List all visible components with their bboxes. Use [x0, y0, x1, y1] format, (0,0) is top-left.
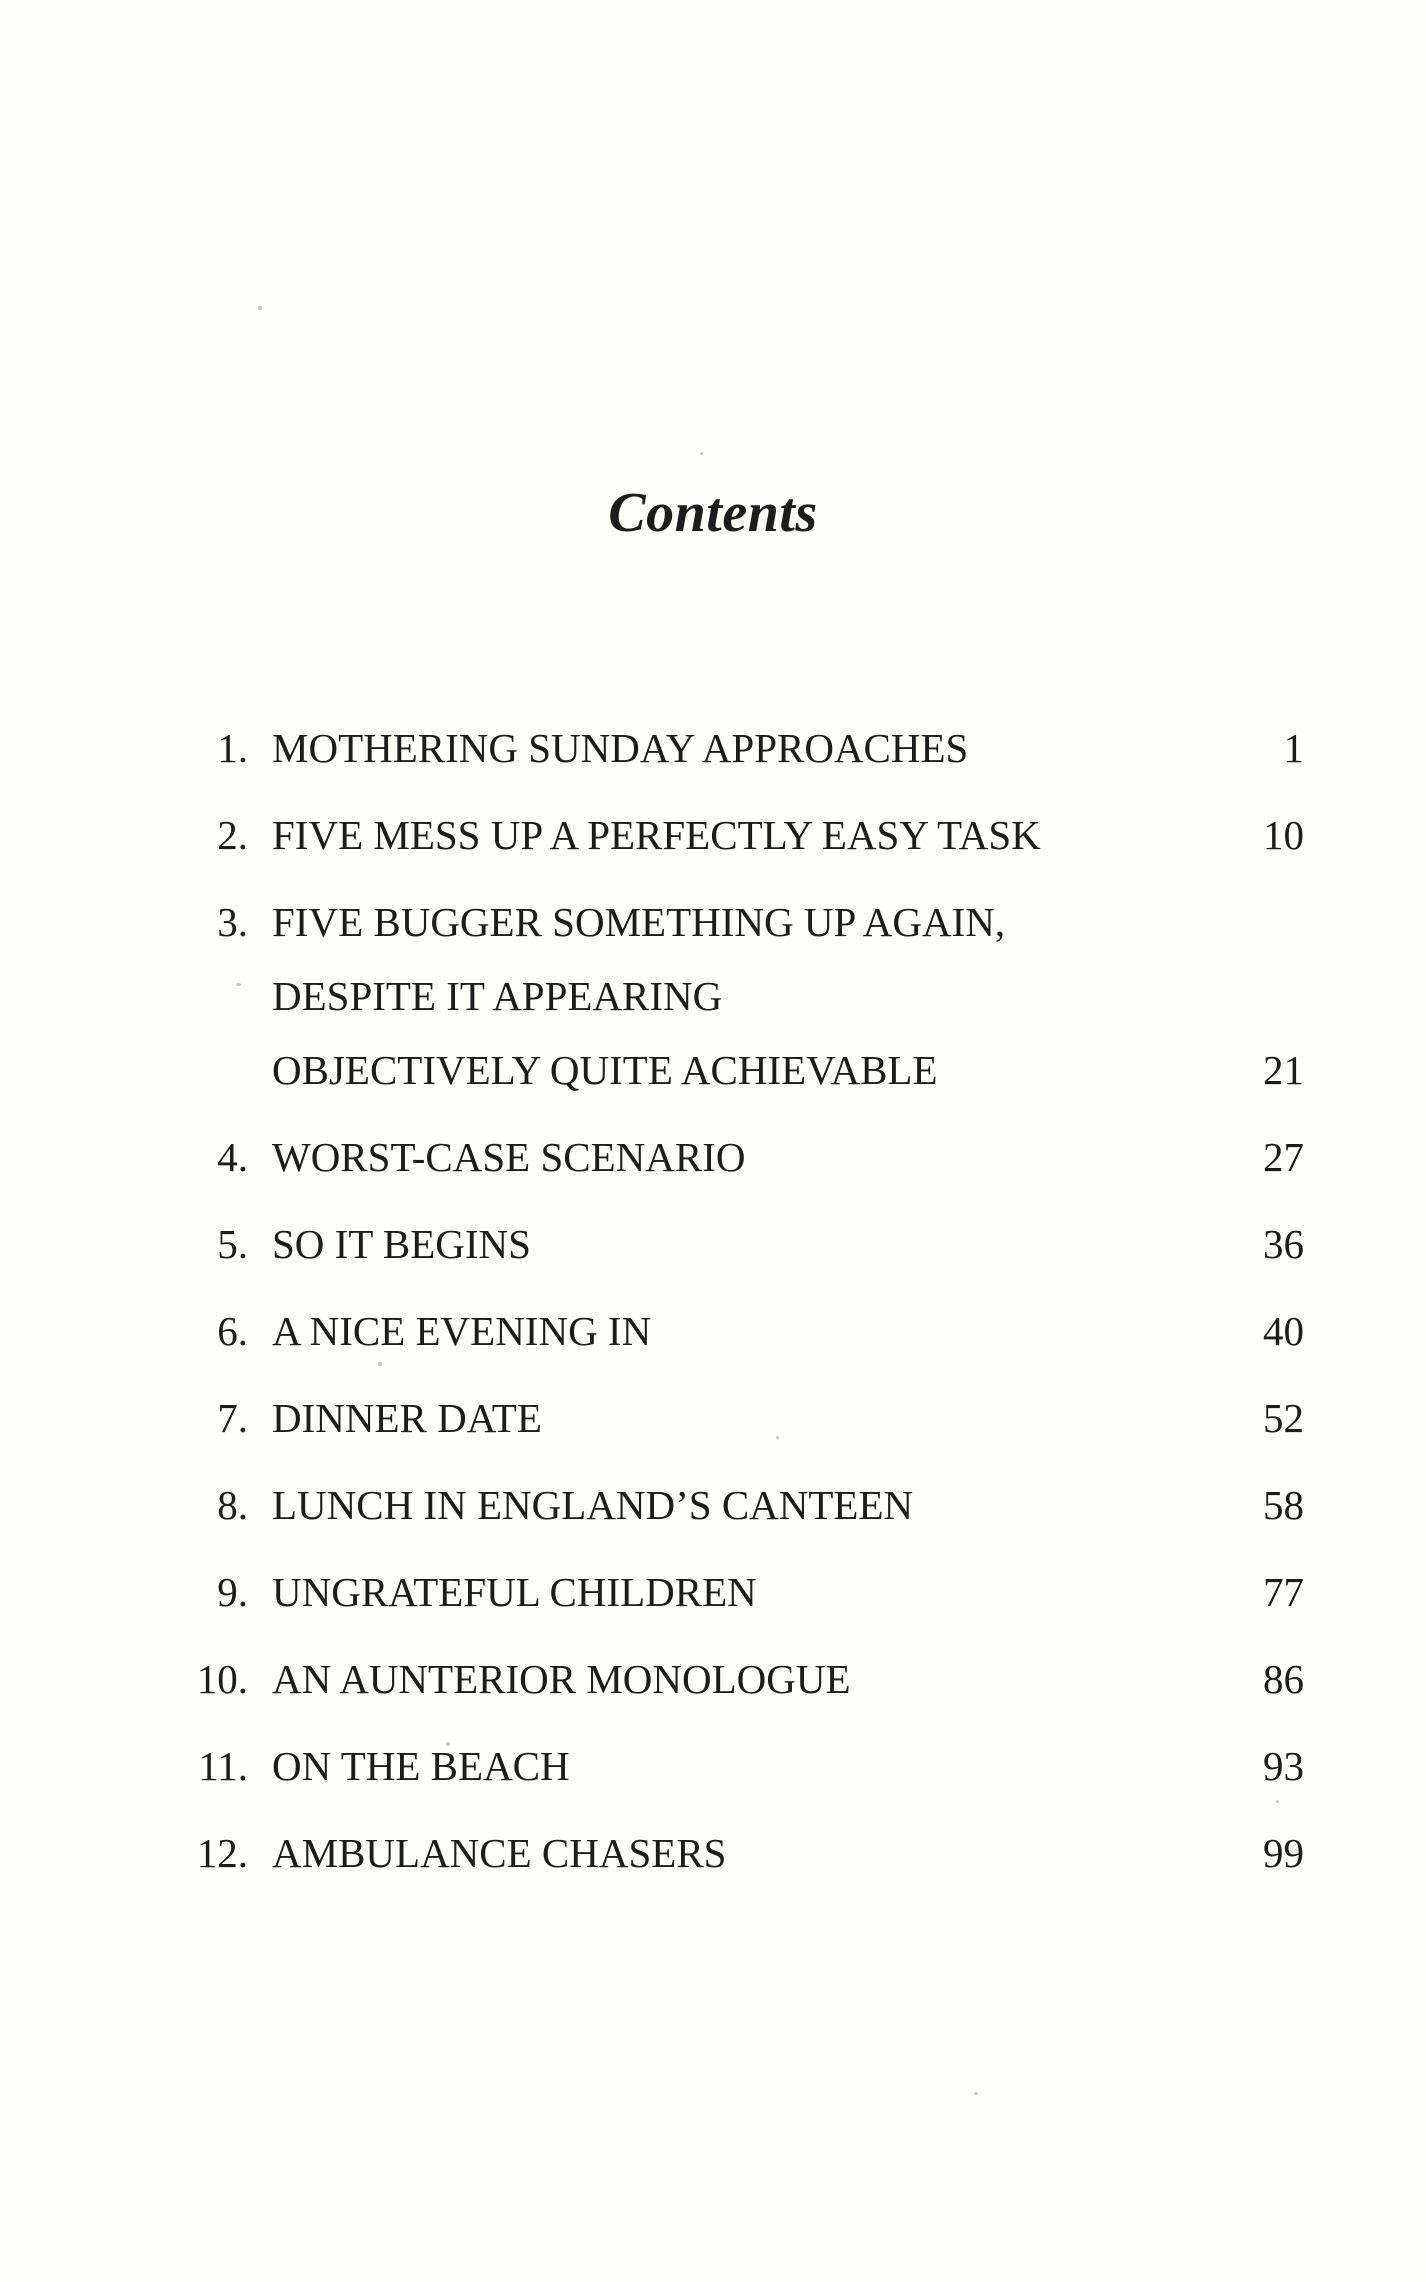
toc-entry [192, 798, 1304, 872]
paper-speck [974, 2092, 978, 2095]
chapter-title [272, 1294, 1194, 1368]
toc-entry [192, 1120, 1304, 1194]
chapter-number: 12. [196, 1830, 248, 1876]
chapter-title [272, 1120, 1194, 1194]
chapter-title [272, 1642, 1194, 1716]
toc-entry [192, 1381, 1304, 1455]
chapter-title-line: FIVE BUGGER SOMETHING UP AGAIN, [272, 899, 1006, 945]
chapter-number: 2. [217, 812, 248, 858]
chapter-title-line: SO IT BEGINS [272, 1221, 531, 1267]
page-number: 36 [1263, 1221, 1304, 1267]
chapter-number: 11. [198, 1743, 248, 1789]
chapter-number: 6. [217, 1308, 248, 1354]
page-number: 52 [1263, 1395, 1304, 1441]
toc-entry [192, 1468, 1304, 1542]
page-number: 99 [1263, 1830, 1304, 1876]
chapter-title [272, 1555, 1194, 1629]
chapter-title [272, 1381, 1194, 1455]
chapter-title [272, 1468, 1194, 1542]
chapter-number: 10. [196, 1656, 248, 1702]
chapter-title-line: ON THE BEACH [272, 1743, 570, 1789]
chapter-number: 9. [217, 1569, 248, 1615]
paper-speck [700, 452, 703, 455]
chapter-number: 8. [217, 1482, 248, 1528]
page-number: 86 [1263, 1656, 1304, 1702]
chapter-number: 3. [217, 899, 248, 945]
chapter-title-line: WORST-CASE SCENARIO [272, 1134, 746, 1180]
chapter-title-line: DESPITE IT APPEARING [272, 973, 723, 1019]
chapter-title-line: FIVE MESS UP A PERFECTLY EASY TASK [272, 812, 1041, 858]
chapter-title-line: MOTHERING SUNDAY APPROACHES [272, 725, 969, 771]
chapter-title [272, 1729, 1194, 1803]
chapter-number: 7. [217, 1395, 248, 1441]
chapter-title-line: UNGRATEFUL CHILDREN [272, 1569, 757, 1615]
chapter-title [272, 1816, 1194, 1890]
chapter-title-line: LUNCH IN ENGLAND’S CANTEEN [272, 1482, 914, 1528]
chapter-title-line: AN AUNTERIOR MONOLOGUE [272, 1656, 851, 1702]
chapter-title [272, 798, 1194, 872]
toc-entry [192, 1294, 1304, 1368]
paper-speck [258, 306, 262, 310]
chapter-title [272, 885, 1194, 1107]
page-title: Contents [608, 482, 818, 544]
chapter-number: 1. [217, 725, 248, 771]
toc-entry [192, 885, 1304, 1107]
chapter-title-line: DINNER DATE [272, 1395, 542, 1441]
chapter-title-line: A NICE EVENING IN [272, 1308, 652, 1354]
page-number: 1 [1283, 725, 1304, 771]
chapter-title [272, 1207, 1194, 1281]
chapter-number: 4. [217, 1134, 248, 1180]
page-number: 93 [1263, 1743, 1304, 1789]
page-number: 10 [1263, 812, 1304, 858]
table-of-contents [192, 711, 1304, 1903]
chapter-title-line: OBJECTIVELY QUITE ACHIEVABLE [272, 1047, 938, 1093]
toc-entry [192, 1729, 1304, 1803]
chapter-title [272, 711, 1194, 785]
toc-entry [192, 1555, 1304, 1629]
page-number: 40 [1263, 1308, 1304, 1354]
toc-entry [192, 1642, 1304, 1716]
page-number: 58 [1263, 1482, 1304, 1528]
page-number: 77 [1263, 1569, 1304, 1615]
chapter-title-line: AMBULANCE CHASERS [272, 1830, 727, 1876]
page-number: 21 [1263, 1047, 1304, 1093]
toc-entry [192, 711, 1304, 785]
page-number: 27 [1263, 1134, 1304, 1180]
toc-entry [192, 1816, 1304, 1890]
toc-entry [192, 1207, 1304, 1281]
chapter-number: 5. [217, 1221, 248, 1267]
